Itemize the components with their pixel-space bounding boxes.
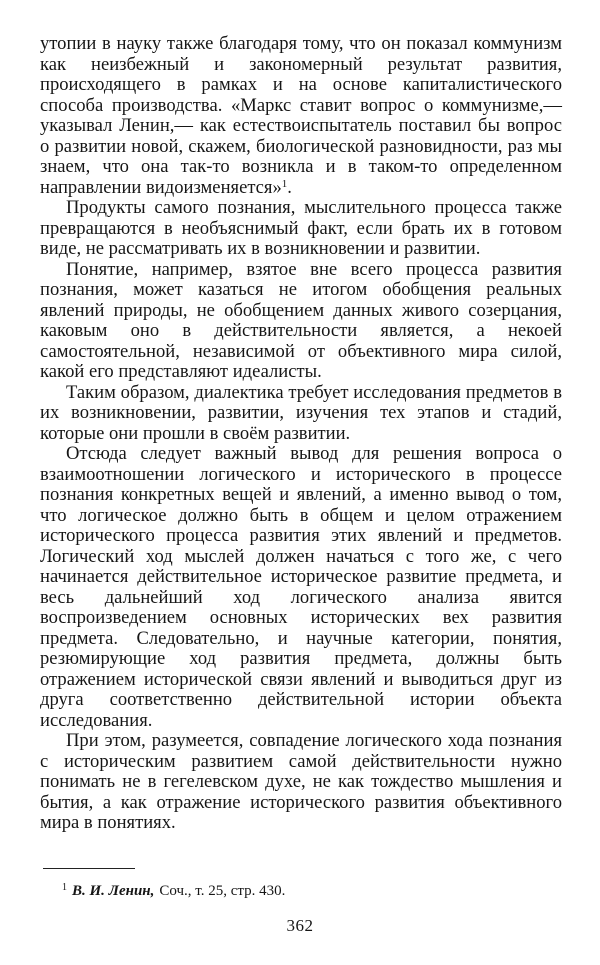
footnote <box>62 879 285 900</box>
paragraph-5: Отсюда следует важный вывод для решения вопроса о взаимоотношении логического и исторического в процессе познания конкретных вещей и явлений, а именно вывод о том, что логическое должно быть в общем и целом отражением исторического процесса развития этих явлений и предметов. Логический ход мыслей должен начаться с того же, с чего начинается действительное историческое развитие предмета, и весь дальнейший ход логического анализа явится воспроизведением основных исторических вех развития предмета. Следовательно, и научные категории, понятия, резюмирующие ход развития предмета, должны быть отражением исторической связи явлений и выводиться друг из друга соответственно действительной истории объекта исследования. <box>40 443 562 731</box>
paragraph-1-tail: . <box>287 176 292 198</box>
footnote-reference: 1 <box>281 177 288 190</box>
page-number: 362 <box>286 916 314 935</box>
footnote-divider <box>43 868 135 869</box>
body-text <box>40 34 562 834</box>
footnote-mark: 1 <box>62 882 67 893</box>
paragraph-6: При этом, разумеется, совпадение логического хода познания с историческим развитием самой действительности нужно понимать не в гегелевском духе, не как тождество мышления и бытия, а как отражение исторического развития объективного мира в понятиях. <box>40 730 562 833</box>
paragraph-3: Понятие, например, взятое вне всего процесса развития познания, может казаться не итогом обобщения реальных явлений природы, не обобщением данных живого созерцания, каковым оно в действительности является, а некоей самостоятельной, независимой от объективного мира силой, какой его представляют идеалисты. <box>40 258 562 382</box>
footnote-source: Соч., т. 25, стр. 430. <box>159 883 286 899</box>
footnote-author: В. И. Ленин, <box>72 883 155 899</box>
paragraph-2: Продукты самого познания, мыслительного процесса также превращаются в необъяснимый факт, если брать их в готовом виде, не рассматривать их в возникновении и развитии. <box>40 197 562 259</box>
paragraph-1-text: утопии в науку также благодаря тому, что он показал коммунизм как неизбежный и закономерный результат развития, происходящего в рамках и на основе капиталистического способа производства. «Маркс ставит вопрос о коммунизме,— указывал Ленин,— как естествоиспытатель поставил бы вопрос о развитии новой, скажем, биологической разновидности, раз мы знаем, что она так-то возникла и в таком-то определенном направлении видоизменяется» <box>40 33 562 198</box>
paragraph-4: Таким образом, диалектика требует исследования предметов в их возникновении, развитии, изучения тех этапов и стадий, которые они прошли в своём развитии. <box>40 381 562 444</box>
paragraph-1 <box>40 34 562 198</box>
